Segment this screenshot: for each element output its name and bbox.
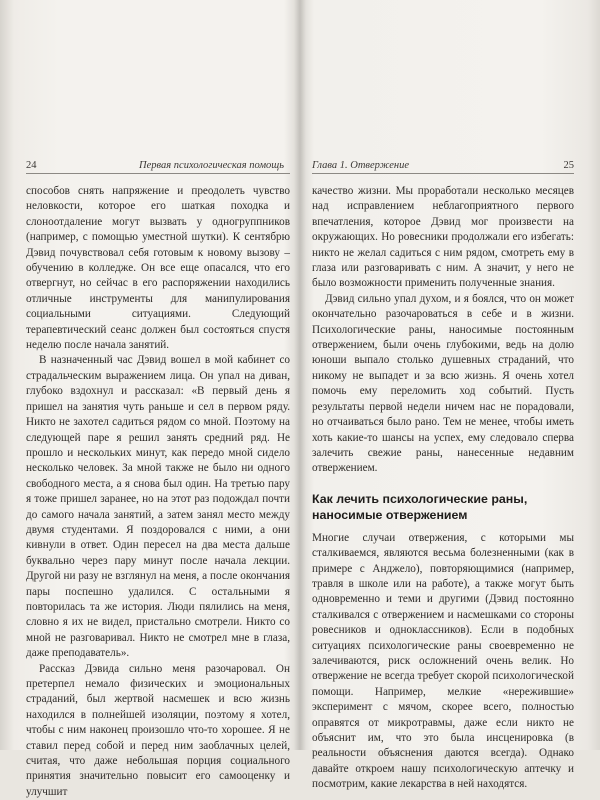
page-number: 24 [26,160,37,171]
paragraph: Дэвид сильно упал духом, и я боялся, что он может окончательно разочароваться в себе и в жизни. Психологические раны, наносимые постоянным отвержением, были очень глубокими, ведь на долю юноши выпало столько душевных страданий, что никому не выпадет и за всю жизнь. Я очень хотел помочь ему переломить ход событий. Пусть результаты первой недели ничем нас не порадовали, но отчаиваться было рано. Тем не менее, чтобы иметь хоть какие-то шансы на успех, ему следовало сперва залечить свежие раны, нанесенные недавним отвержением. [312,292,574,475]
paragraph: В назначенный час Дэвид вошел в мой кабинет со страдальческим выражением лица. Он упал на диван, глубоко вздохнул и рассказал: «В первый день я пришел на занятия чуть раньше и сел в первом ряду. Никто не захотел садиться рядом со мной. Поэтому на следующей паре я решил занять средний ряд. Не прошло и нескольких минут, как передо мной сидело несколько человек. За мной также не было ни одного свободного места, а я снова был один. На третью пару я тоже пришел заранее, но на этот раз подождал почти до самого начала занятий, а затем занял место между двумя студентами. Я поздоровался с ними, а они кивнули в ответ. Один пересел на два места дальше буквально через пару минут после начала лекции. Другой ни разу не взглянул на меня, а после окончания пары поспешно удалился. С остальными я повторилась та же история. Люди пялились на меня, словно я их не видел, пристально смотрели. Никто со мной не разговаривал. Никто не смотрел мне в глаза, даже преподаватель». [26,354,290,660]
right-page [300,0,600,791]
running-head-title: Первая психологическая помощь [139,160,284,171]
right-body-text [312,184,574,793]
paragraph: Рассказ Дэвида сильно меня разочаровал. Он претерпел немало физических и эмоциональных страданий, был жертвой насмешек и всю жизнь находился в полнейшей изоляции, поэтому я хотел, чтобы с ним наконец произошло что-то хорошее. Я не ставил перед собой и перед ним заоблачных целей, считая, что даже небольшая порция социального принятия значительно повысит его самооценку и улучшит [26,662,290,798]
paragraph: способов снять напряжение и преодолеть чувство неловкости, которое его шаткая походка и слоноотдаление могут вызвать у одногруппников (например, с помощью уместной шутки). К сентябрю Дэвид почувствовал себя готовым к новому вызову – обучению в колледже. Он все еще опасался, что его отвергнут, но сейчас в его распоряжении находились отличные инструменты для манипулирования социальными ситуациями. Следующий терапевтический сеанс должен был состояться спустя неделю после начала занятий. [26,185,290,352]
page-number: 25 [563,160,574,171]
left-running-head [26,159,290,174]
left-body-text [26,184,290,800]
paragraph: качество жизни. Мы проработали несколько месяцев над исправлением неблагоприятного первого впечатления, которое Дэвид мог произвести на окружающих. Но ровесники продолжали его избегать: никто не желал садиться с ним рядом, смотреть ему в глаза или разговаривать с ним. А значит, у него не было возможности применить полученные знания. [312,185,574,290]
section-heading: Как лечить психологические раны, наносимые отвержением [312,491,528,522]
right-running-head [312,159,574,174]
paragraph: Многие случаи отвержения, с которыми мы сталкиваемся, являются весьма болезненными (как в примере с Анджело), повторяющимися (например, травля в школе или на работе), а также могут быть одновременно и теми и другими (Дэвид постоянно сталкивался с отвержением и насмешками со стороны ровесников и одноклассников). Если в подобных ситуациях психологические раны своевременно не залечиваются, риск осложнений очень велик. Но отвержение не всегда требует скорой психологической помощи. Например, мелкие «нережившие» эксперимент с мячом, скорее всего, полностью оправятся от микротравмы, даже если никто не объяснит им, что это была инсценировка (в реальности объяснения даются всегда). Однако давайте откроем нашу психологическую аптечку и посмотрим, какие лекарства в ней находятся. [312,531,574,791]
running-head-title: Глава 1. Отвержение [312,160,410,171]
left-page [0,0,300,798]
